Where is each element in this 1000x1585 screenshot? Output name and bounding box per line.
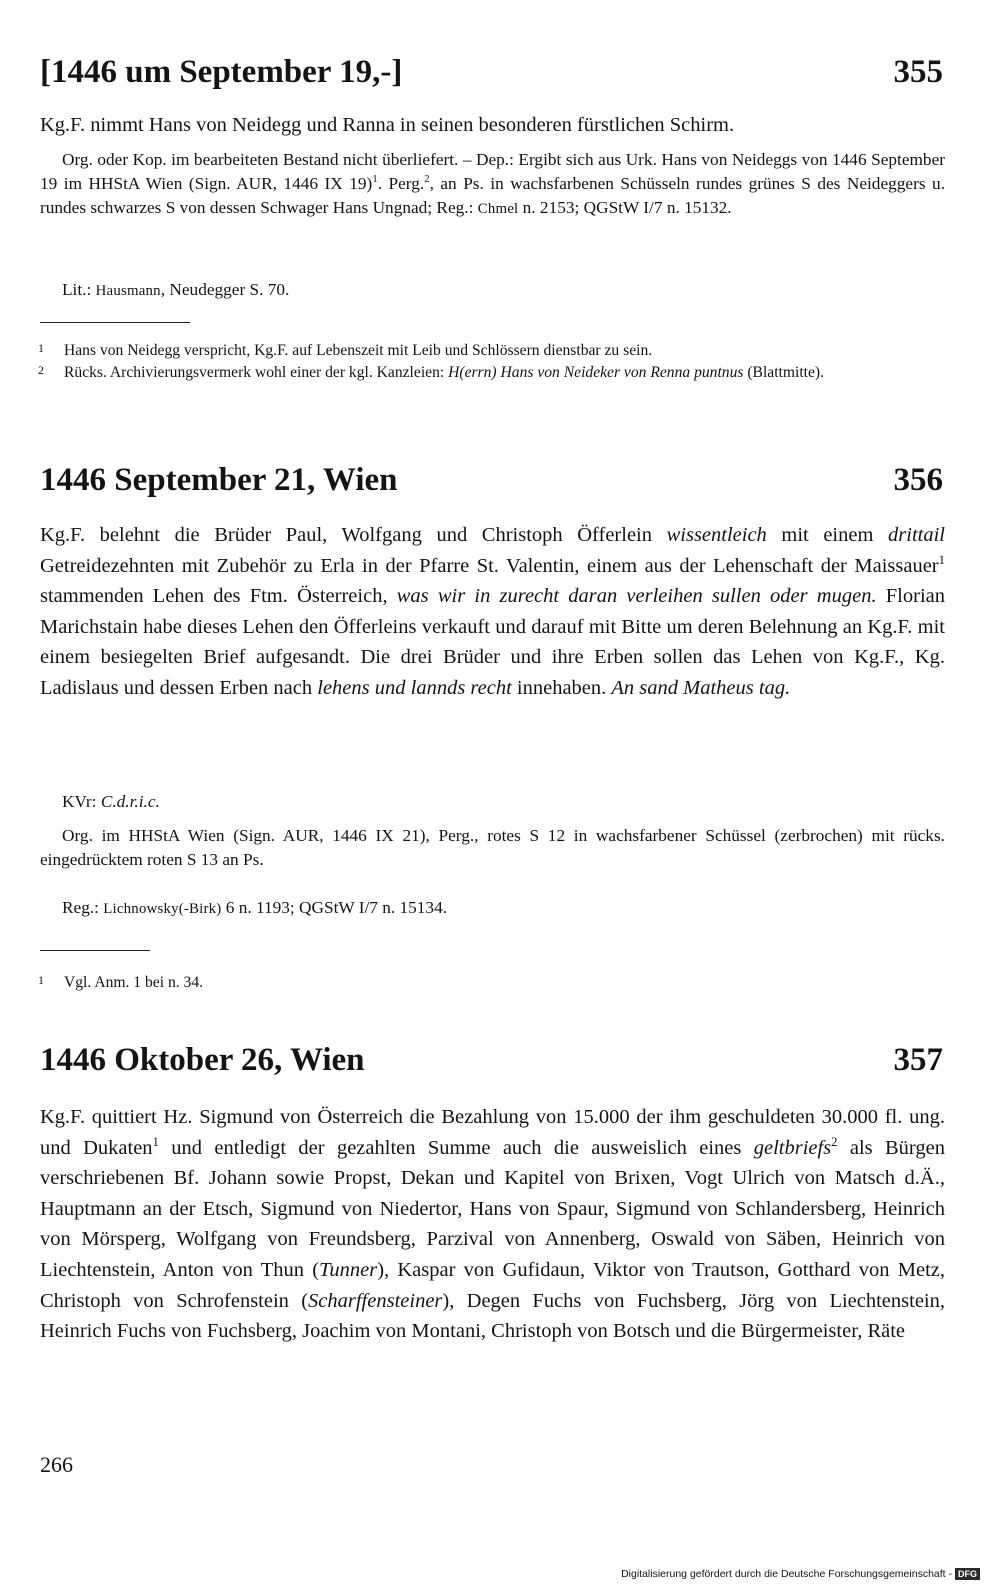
entry-356-footnotes xyxy=(34,972,944,994)
entry-356-kvr: KVr: C.d.r.i.c. xyxy=(62,792,160,811)
footnote-divider xyxy=(40,950,150,951)
entry-355-footnotes xyxy=(34,340,944,384)
footnote-divider xyxy=(40,322,190,323)
footnote-1: 1 Vgl. Anm. 1 bei n. 34. xyxy=(38,973,204,991)
entry-355-heading: [1446 um September 19,-] xyxy=(40,54,403,90)
entry-357-regest: Kg.F. quittiert Hz. Sigmund von Österreich die Bezahlung von 15.000 der ihm geschuldeten 30.000 fl. ung. und Dukaten$^1$ und entledigt der gezahlten Summe auch die ausweislich eines geltbriefs$^2$ als Bürgen verschriebenen Bf. Johann sowie Propst, Dekan und Kapitel von Brixen, Vogt Ulrich von Matsch d.Ä., Hauptmann an der Etsch, Sigmund von Niedertor, Hans von Spaur, Sigmund von Schlandersberg, Heinrich von Mörsperg, Wolfgang von Freundsberg, Parzival von Annenberg, Oswald von Säben, Heinrich von Liechtenstein, Anton von Thun (Tunner), Kaspar von Gufidaun, Viktor von Trautson, Gotthard von Metz, Christoph von Schrofenstein (Scharffensteiner), Degen Fuchs von Fuchsberg, Jörg von Liechtenstein, Heinrich Fuchs von Fuchsberg, Joachim von Montani, Christoph von Botsch und die Bürgermeister, Räte xyxy=(40,1106,945,1343)
footnote-2: 2 Rücks. Archivierungsvermerk wohl einer der kgl. Kanzleien: H(errn) Hans von Neideker von Renna puntnus (Blattmitte). xyxy=(38,363,825,381)
entry-355-regest: Kg.F. nimmt Hans von Neidegg und Ranna in seinen besonderen fürstlichen Schirm. xyxy=(40,114,735,136)
entry-356-heading: 1446 September 21, Wien xyxy=(40,462,398,498)
entry-355-source: Org. oder Kop. im bearbeiteten Bestand nicht überliefert. – Dep.: Ergibt sich aus Urk. Hans von Neideggs von 1446 September 19 im HHStA Wien (Sign. AUR, 1446 IX 19)$^1$. Perg.$^2$, an Ps. in wachsfarbenen Schüsseln rundes grünes S des Neideggers u. rundes schwarzes S von dessen Schwager Hans Ungnad; Reg.: Chmel n. 2153; QGStW I/7 n. 15132. xyxy=(40,150,946,217)
entry-355-literature: Lit.: Hausmann, Neudegger S. 70. xyxy=(62,280,290,299)
page-number: 266 xyxy=(40,1452,73,1477)
dfg-logo: DFG xyxy=(955,1568,980,1580)
entry-357-number: 357 xyxy=(893,1042,943,1078)
footnote-1: 1 Hans von Neidegg verspricht, Kg.F. auf Lebenszeit mit Leib und Schlössern dienstbar zu sein. xyxy=(38,341,653,359)
entry-355-number: 355 xyxy=(893,54,943,90)
entry-357-heading: 1446 Oktober 26, Wien xyxy=(40,1042,365,1078)
entry-356-regesten: Reg.: Lichnowsky(-Birk) 6 n. 1193; QGStW I/7 n. 15134. xyxy=(62,898,448,917)
entry-356-regest: Kg.F. belehnt die Brüder Paul, Wolfgang und Christoph Öfferlein wissentleich mit einem drittail Getreidezehnten mit Zubehör zu Erla in der Pfarre St. Valentin, einem aus der Lehenschaft der Maissauer$^1$ stammenden Lehen des Ftm. Österreich, was wir in zurecht daran verleihen sullen oder mugen. Florian Marichstain habe dieses Lehen den Öfferleins verkauft und darauf mit Bitte um deren Belehnung an Kg.F. mit einem besiegelten Brief aufgesandt. Die drei Brüder und ihre Erben sollen das Lehen von Kg.F., Kg. Ladislaus und dessen Erben nach lehens und lannds recht innehaben. An sand Matheus tag. xyxy=(40,524,945,699)
dfg-footer: Digitalisierung gefördert durch die Deutsche Forschungsgemeinschaft - DFG xyxy=(621,1568,980,1580)
entry-356-number: 356 xyxy=(893,462,943,498)
entry-356-original: Org. im HHStA Wien (Sign. AUR, 1446 IX 21), Perg., rotes S 12 in wachsfarbener Schüssel (zerbrochen) mit rücks. eingedrücktem roten S 13 an Ps. xyxy=(40,826,945,869)
